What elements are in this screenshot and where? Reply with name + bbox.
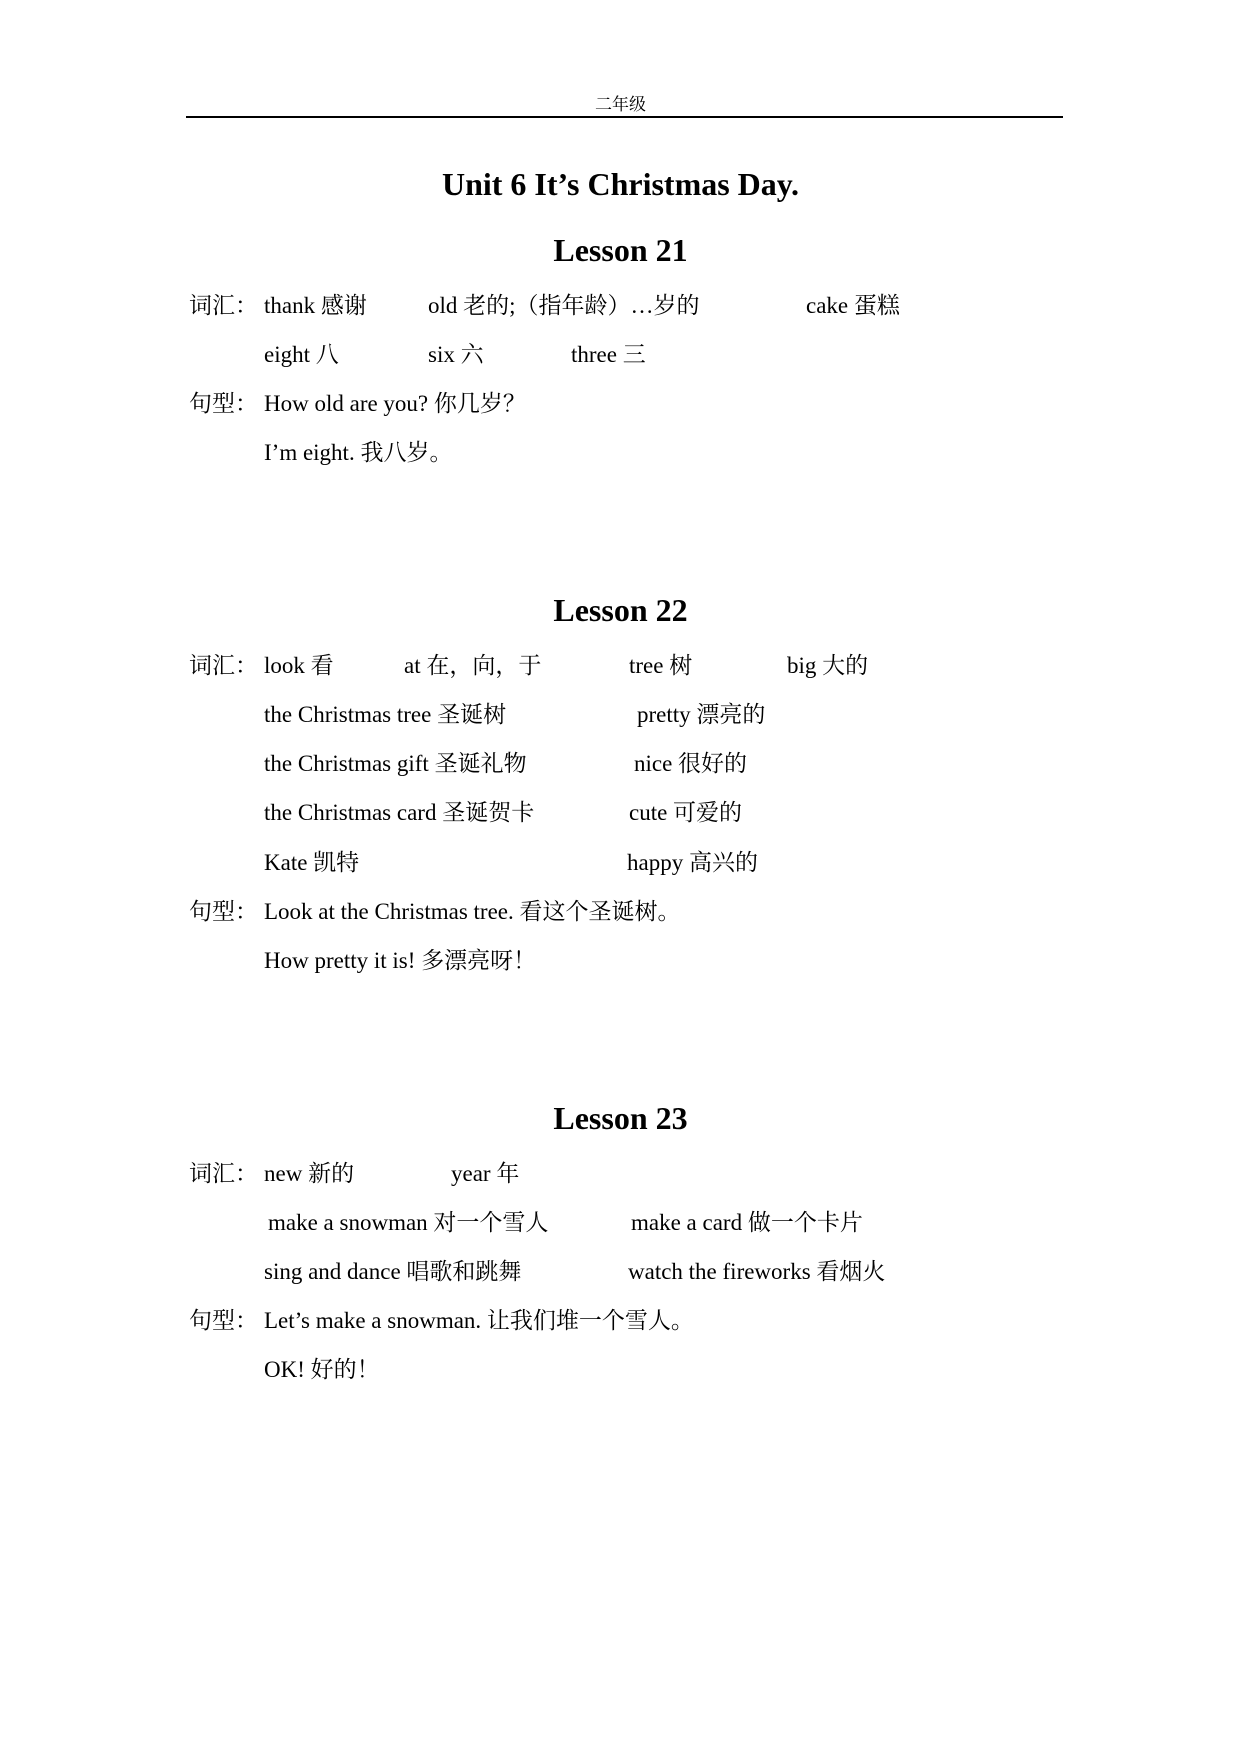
vocab-item: look 看 <box>264 653 334 678</box>
vocab-item: the Christmas gift 圣诞礼物 <box>264 751 527 776</box>
vocab-item: cute 可爱的 <box>629 800 743 825</box>
vocab-item: make a snowman 对一个雪人 <box>268 1210 549 1235</box>
vocab-item: the Christmas card 圣诞贺卡 <box>264 800 535 825</box>
vocab-item: new 新的 <box>264 1161 355 1186</box>
vocab-item: tree 树 <box>629 653 693 678</box>
vocab-label: 词汇： <box>189 653 258 678</box>
vocab-item: cake 蛋糕 <box>806 293 900 318</box>
vocab-item: nice 很好的 <box>634 751 748 776</box>
page-header: 二年级 <box>595 95 646 115</box>
vocab-item: happy 高兴的 <box>627 850 758 875</box>
sentence: Look at the Christmas tree. 看这个圣诞树。 <box>264 899 681 924</box>
sentence: OK! 好的！ <box>264 1357 380 1382</box>
vocab-item: Kate 凯特 <box>264 850 360 875</box>
vocab-item: year 年 <box>451 1161 520 1186</box>
sentence: Let’s make a snowman. 让我们堆一个雪人。 <box>264 1308 694 1333</box>
lesson-title: Lesson 21 <box>553 232 688 268</box>
vocab-item: make a card 做一个卡片 <box>631 1210 863 1235</box>
vocab-item: thank 感谢 <box>264 293 367 318</box>
vocab-item: six 六 <box>428 342 484 367</box>
unit-title: Unit 6 It’s Christmas Day. <box>441 166 800 202</box>
vocab-item: watch the fireworks 看烟火 <box>628 1259 886 1284</box>
vocab-item: big 大的 <box>787 653 869 678</box>
vocab-item: old 老的;（指年龄）…岁的 <box>428 293 700 318</box>
sentence: How pretty it is! 多漂亮呀！ <box>264 948 537 973</box>
vocab-label: 词汇： <box>189 293 258 318</box>
sentence-label: 句型： <box>189 899 258 924</box>
sentence: How old are you? 你几岁？ <box>264 391 526 416</box>
sentence-label: 句型： <box>189 1308 258 1333</box>
lesson-title: Lesson 22 <box>553 592 688 628</box>
vocab-item: three 三 <box>571 342 646 367</box>
vocab-item: pretty 漂亮的 <box>637 702 766 727</box>
vocab-item: at 在，向，于 <box>404 653 542 678</box>
sentence-label: 句型： <box>189 391 258 416</box>
vocab-item: the Christmas tree 圣诞树 <box>264 702 507 727</box>
vocab-item: sing and dance 唱歌和跳舞 <box>264 1259 522 1284</box>
vocab-label: 词汇： <box>189 1161 258 1186</box>
header-rule <box>186 116 1063 118</box>
vocab-item: eight 八 <box>264 342 339 367</box>
sentence: I’m eight. 我八岁。 <box>264 440 453 465</box>
lesson-title: Lesson 23 <box>553 1100 688 1136</box>
